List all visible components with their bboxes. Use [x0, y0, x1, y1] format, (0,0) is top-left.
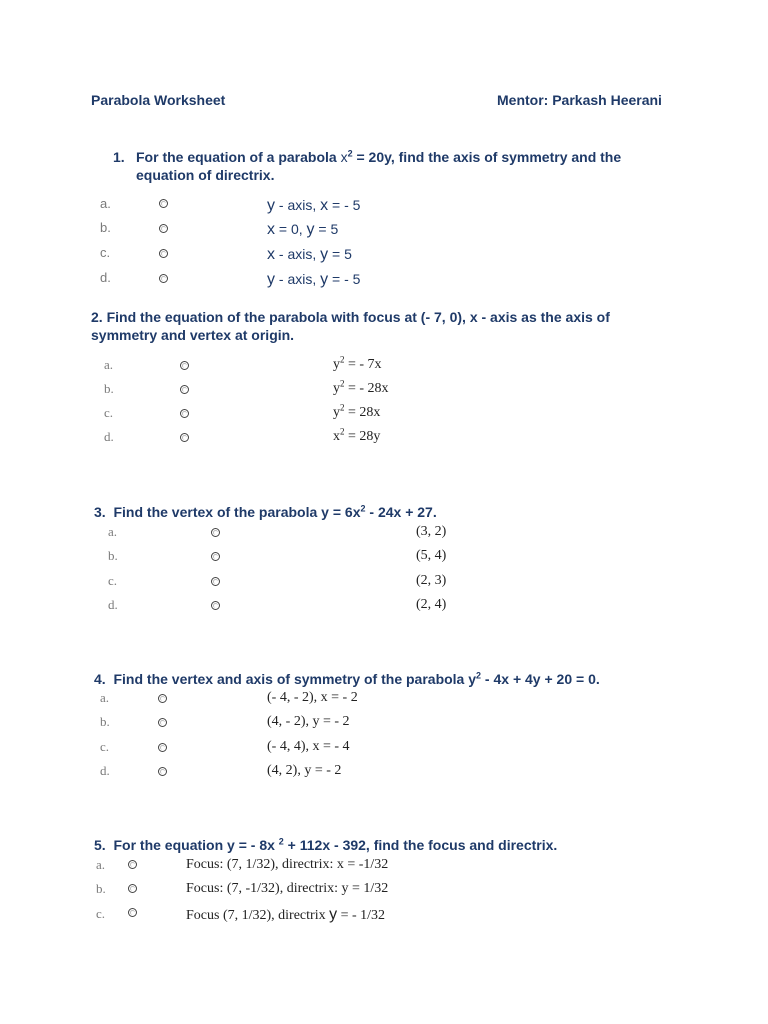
q1-option-a-text: y - axis, x = - 5 — [267, 197, 361, 214]
q2-option-c-text: $y^2 = 28x$ — [333, 402, 381, 420]
q1-option-c-radio[interactable] — [159, 249, 168, 258]
q2-option-a-text: $y^2$ = - 7x — [333, 354, 382, 372]
q4-option-c-letter: c. — [100, 739, 110, 754]
question-5-text: 5. For the equation y = - 8x $^2$ + 112x - 392, find the focus and directrix. — [94, 836, 558, 853]
q1-option-d-text: y - axis, y = - 5 — [267, 271, 361, 288]
mentor-name: Mentor: Parkash Heerani — [497, 92, 662, 108]
q1-option-b-letter: b. — [100, 220, 111, 235]
q2-option-c-letter: c. — [104, 405, 114, 420]
q2-option-a-letter: a. — [104, 357, 114, 372]
q5-option-b-text: Focus: (7, -1/32), directrix: y = 1/32 — [186, 881, 389, 896]
q4-option-a-radio[interactable] — [158, 694, 167, 703]
q3-option-d-text: (2, 4) — [416, 597, 447, 612]
q5-option-c-radio[interactable] — [128, 908, 137, 917]
q4-option-d-radio[interactable] — [158, 767, 167, 776]
q2-option-b-letter: b. — [104, 381, 114, 396]
q3-option-c-radio[interactable] — [211, 577, 220, 586]
q5-option-a-radio[interactable] — [128, 860, 137, 869]
q5-option-a-text: Focus: (7, 1/32), directrix: x = -1/32 — [186, 857, 389, 872]
q2-option-c-radio[interactable] — [180, 409, 189, 418]
q1-option-c-letter: c. — [100, 245, 111, 260]
q4-option-b-radio[interactable] — [158, 718, 167, 727]
q2-option-b-radio[interactable] — [180, 385, 189, 394]
q3-option-c-letter: c. — [108, 573, 118, 588]
question-1-number: 1. — [113, 149, 125, 165]
question-1-text: For the equation of a parabola $x^2 = 20y$, find the axis of symmetry and the — [136, 148, 622, 165]
q1-option-d-radio[interactable] — [159, 274, 168, 283]
q4-option-c-text: (- 4, 4), x = - 4 — [267, 739, 350, 754]
q3-option-b-text: (5, 4) — [416, 548, 447, 563]
q1-option-b-text: x = 0, y = 5 — [267, 221, 339, 238]
q1-option-b-radio[interactable] — [159, 224, 168, 233]
q3-option-a-text: (3, 2) — [416, 524, 447, 539]
q2-option-d-text: $x^2 = 28y$ — [333, 426, 381, 444]
q3-option-a-radio[interactable] — [211, 528, 220, 537]
q3-option-d-letter: d. — [108, 597, 118, 612]
q1-option-d-letter: d. — [100, 270, 111, 285]
q2-option-d-radio[interactable] — [180, 433, 189, 442]
q3-option-c-text: (2, 3) — [416, 573, 447, 588]
q3-option-d-radio[interactable] — [211, 601, 220, 610]
q4-option-b-text: (4, - 2), y = - 2 — [267, 714, 350, 729]
question-2-line1: 2. Find the equation of the parabola with focus at (- 7, 0), x - axis as the axis of — [91, 309, 610, 325]
q5-option-b-letter: b. — [96, 881, 106, 896]
worksheet-title: Parabola Worksheet — [91, 92, 226, 108]
q2-option-b-text: $y^2$ = - 28x — [333, 378, 389, 396]
q5-option-a-letter: a. — [96, 857, 106, 872]
q3-option-a-letter: a. — [108, 524, 118, 539]
q3-option-b-radio[interactable] — [211, 552, 220, 561]
q4-option-b-letter: b. — [100, 714, 110, 729]
q4-option-c-radio[interactable] — [158, 743, 167, 752]
q1-option-c-text: x - axis, y = 5 — [267, 246, 352, 263]
question-1-text-line2: equation of directrix. — [136, 167, 275, 183]
question-3-text: 3. Find the vertex of the parabola $y = 6x^2 - 24x + 27$. — [94, 503, 437, 520]
q4-option-d-letter: d. — [100, 763, 110, 778]
q2-option-d-letter: d. — [104, 429, 114, 444]
q5-option-c-letter: c. — [96, 906, 106, 921]
question-2-line2: symmetry and vertex at origin. — [91, 327, 295, 343]
q2-option-a-radio[interactable] — [180, 361, 189, 370]
q4-option-a-letter: a. — [100, 690, 110, 705]
q1-option-a-radio[interactable] — [159, 199, 168, 208]
q5-option-b-radio[interactable] — [128, 884, 137, 893]
q3-option-b-letter: b. — [108, 548, 118, 563]
question-4-text: 4. Find the vertex and axis of symmetry of the parabola $y^2 - 4x + 4y + 20 = 0$. — [94, 670, 600, 687]
q4-option-d-text: (4, 2), y = - 2 — [267, 763, 342, 778]
q1-option-a-letter: a. — [100, 196, 111, 211]
q5-option-c-text: Focus (7, 1/32), directrix y = - 1/32 — [186, 906, 386, 923]
q4-option-a-text: (- 4, - 2), x = - 2 — [267, 690, 358, 705]
